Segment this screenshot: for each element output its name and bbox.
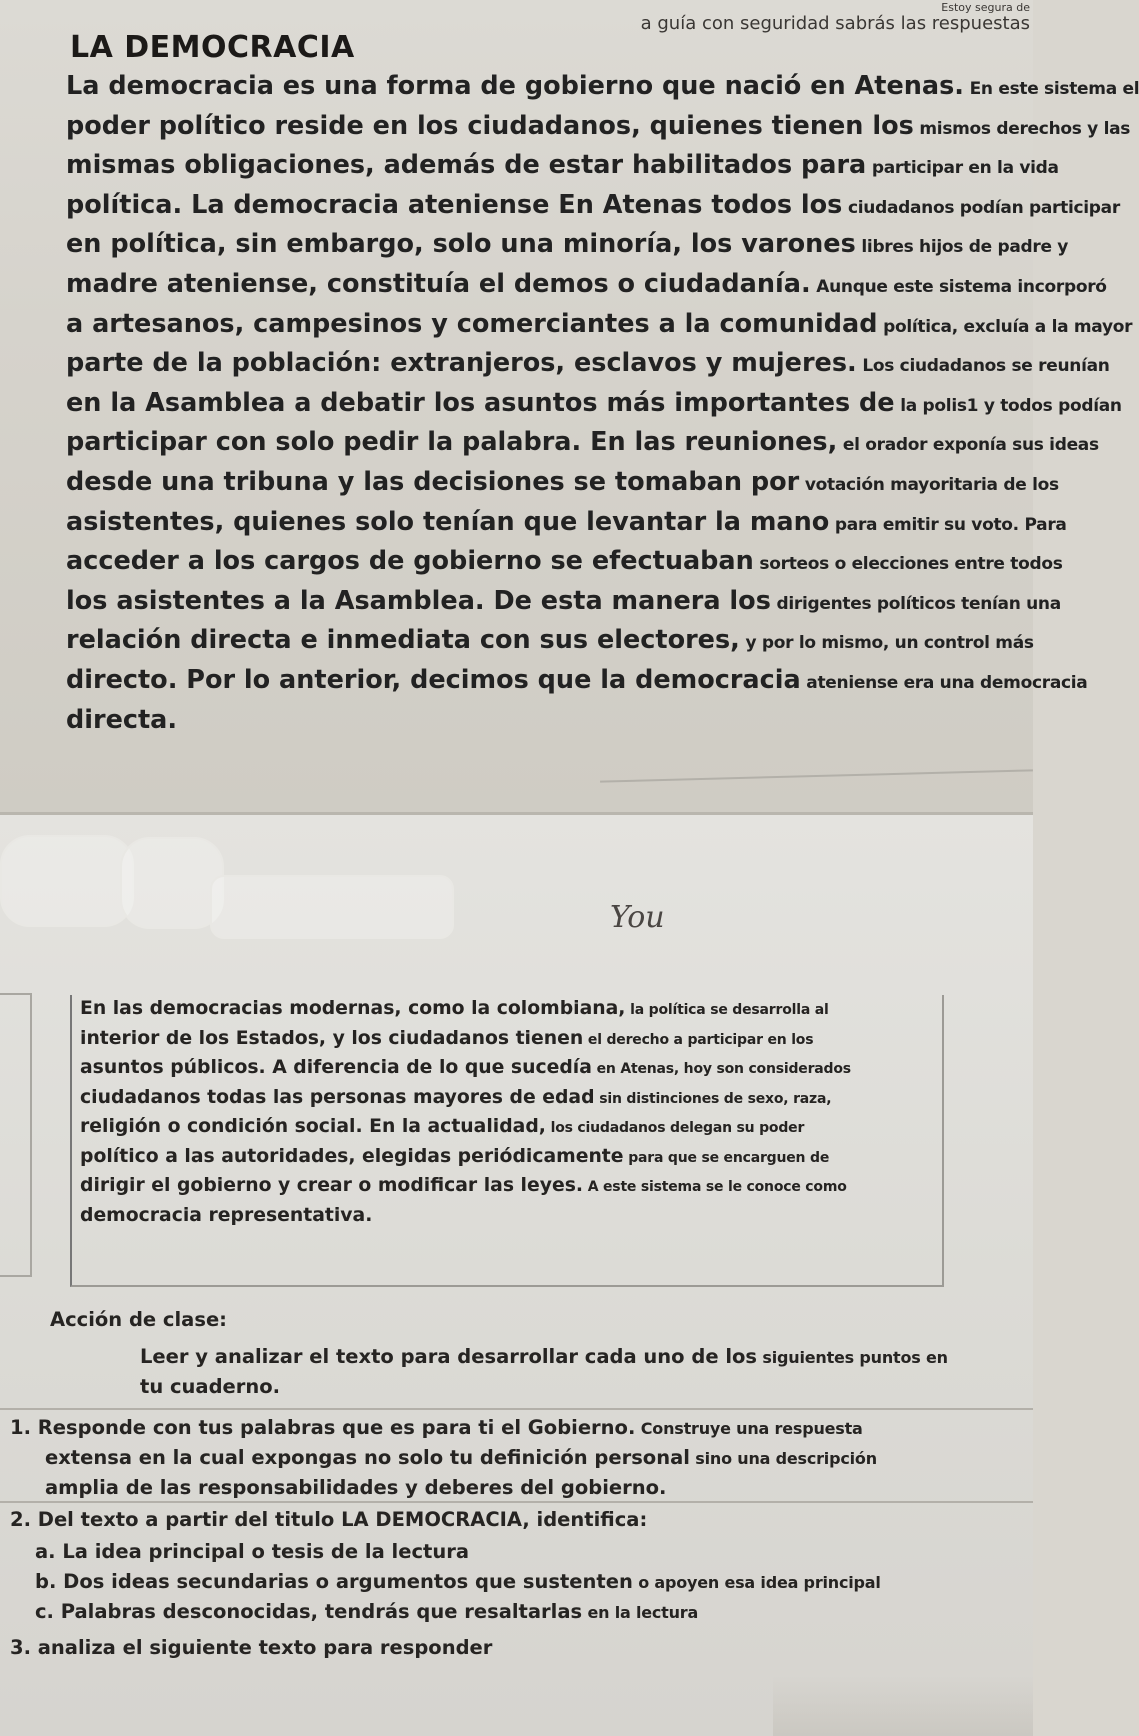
left-margin-frame [0,993,32,1277]
header-note [610,2,1030,34]
text-line: dirigir el gobierno y crear o modificar las leyes. A este sistema se le conoce como [80,1175,847,1196]
text-line: política. La democracia ateniense En Atenas todos los ciudadanos podían participar [66,189,1120,220]
handwritten-note: You [610,900,665,935]
modern-democracy-paragraph [80,995,940,1231]
decorative-bubble [0,835,134,927]
text-line: interior de los Estados, y los ciudadanos tienen el derecho a participar en los [80,1027,814,1049]
text-line: político a las autoridades, elegidas periódicamente para que se encarguen de [80,1145,830,1167]
page-edge-line [600,769,1033,782]
decorative-bubble [210,875,454,939]
text-line: los asistentes a la Asamblea. De esta manera los dirigentes políticos tenían una [66,585,1061,616]
text-line: relación directa e inmediata con sus electores, y por lo mismo, un control más [66,625,1034,656]
text-line: directa. [66,704,178,735]
question-3: 3. analiza el siguiente texto para responder [10,1636,493,1659]
text-line: en política, sin embargo, solo una minoría, los varones libres hijos de padre y [66,229,1069,260]
question-2b: b. Dos ideas secundarias o argumentos que sustenten o apoyen esa idea principal [35,1570,881,1593]
decorative-bubble [120,837,224,929]
activity-intro: Leer y analizar el texto para desarrollar cada uno de los siguientes puntos en tu cuaderno. [140,1345,948,1398]
bottom-page-photo [0,815,1033,1736]
question-2c: c. Palabras desconocidas, tendrás que resaltarlas en la lectura [35,1600,699,1623]
text-line: democracia representativa. [80,1204,373,1226]
text-line: desde una tribuna y las decisiones se tomaban por votación mayoritaria de los [66,466,1059,497]
text-line: en la Asamblea a debatir los asuntos más importantes de la polis1 y todos podían [66,387,1122,418]
text-line: directo. Por lo anterior, decimos que la democracia ateniense era una democracia [66,664,1088,695]
photo-shadow [773,1676,1033,1736]
divider-line [0,1408,1033,1410]
text-line: En las democracias modernas, como la colombiana, la política se desarrolla al [80,998,829,1019]
header-note-line1: Estoy segura de [941,1,1030,14]
text-line: parte de la población: extranjeros, esclavos y mujeres. Los ciudadanos se reunían [66,348,1110,379]
question-1: 1. Responde con tus palabras que es para ti el Gobierno. Construye una respuesta extensa en la cual expongas no solo tu definición personal sino una descripción amplia de las responsabilidades y deberes del gobierno. [10,1416,877,1499]
text-line: asistentes, quienes solo tenían que levantar la mano para emitir su voto. Para [66,506,1067,537]
democracy-paragraph [66,68,1139,741]
question-2a: a. La idea principal o tesis de la lectura [35,1540,469,1563]
text-line: acceder a los cargos de gobierno se efectuaban sorteos o elecciones entre todos [66,546,1063,577]
text-line: ciudadanos todas las personas mayores de edad sin distinciones de sexo, raza, [80,1086,832,1108]
activity-heading: Acción de clase: [50,1308,227,1331]
text-line: a artesanos, campesinos y comerciantes a la comunidad política, excluía a la mayor [66,308,1133,339]
text-line: madre ateniense, constituía el demos o ciudadanía. Aunque este sistema incorporó [66,268,1107,299]
top-page-photo [0,0,1139,812]
text-line: mismas obligaciones, además de estar habilitados para participar en la vida [66,150,1059,181]
text-line: participar con solo pedir la palabra. En las reuniones, el orador exponía sus ideas [66,427,1099,458]
text-line: poder político reside en los ciudadanos, quienes tienen los mismos derechos y las [66,110,1131,141]
divider-line [0,1501,1033,1503]
text-line: religión o condición social. En la actualidad, los ciudadanos delegan su poder [80,1116,805,1137]
text-line: La democracia es una forma de gobierno que nació en Atenas. En este sistema el [66,71,1139,101]
page-title: LA DEMOCRACIA [70,30,355,65]
header-note-line2: a guía con seguridad sabrás las respuestas [640,13,1030,34]
question-2: 2. Del texto a partir del titulo LA DEMOCRACIA, identifica: [10,1508,648,1531]
text-line: asuntos públicos. A diferencia de lo que sucedía en Atenas, hoy son considerados [80,1057,851,1078]
